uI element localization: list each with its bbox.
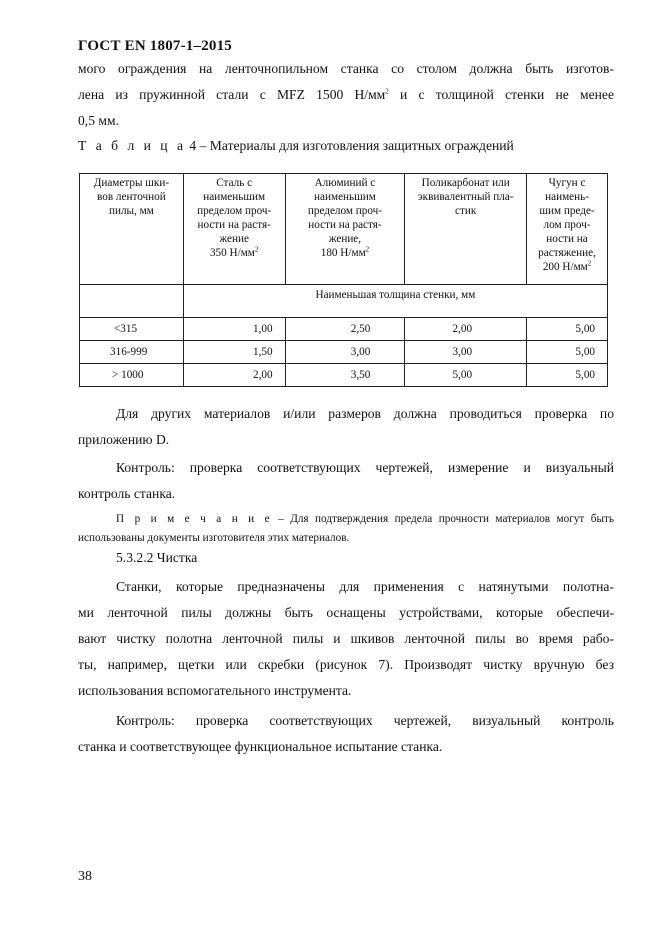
table-subheader-row	[80, 285, 608, 318]
table-row	[80, 364, 608, 387]
cell-polycarbonate: 5,00	[405, 364, 527, 387]
document-header: ГОСТ EN 1807-1–2015	[78, 38, 232, 54]
table-caption: Т а б л и ц а 4 – Материалы для изготовления защитных ограждений	[78, 138, 514, 153]
other-materials-paragraph: Для других материалов и/или размеров должна проводиться проверка по приложению D.	[78, 406, 614, 447]
cell-diameter: <315	[80, 318, 184, 341]
cell-aluminium: 2,50	[285, 318, 405, 341]
cell-diameter: > 1000	[80, 364, 184, 387]
subheader-min-thickness: Наименьшая толщина стенки, мм	[183, 285, 607, 318]
cleaning-paragraph: Станки, которые предназначены для применения с натянутыми полотна- ми ленточной пилы должны быть оснащены устройствами, которые обеспечи- вают чистку полотна ленточной пилы и шкивов ленточной пилы во время рабо- ты, например, щетки или скребки (рисунок 7). Производят чистку вручную без использования вспомогательного инструмента.	[78, 579, 614, 698]
cell-cast-iron: 5,00	[527, 364, 608, 387]
cell-diameter: 316-999	[80, 341, 184, 364]
intro-line-1: мого ограждения на ленточнопильном станка со столом должна быть изготов-	[78, 61, 614, 76]
section-heading: 5.3.2.2 Чистка	[116, 550, 198, 565]
header-polycarbonate: Поликарбонат или эквивалентный пла- стик	[405, 174, 527, 285]
header-cast-iron: Чугун с наимень- шим преде- лом проч- ности на растяжение, 200 $Н/мм^2$	[527, 174, 608, 285]
header-diameter: Диаметры шки- вов ленточной пилы, мм	[80, 174, 184, 285]
table-header-row	[80, 174, 608, 285]
cell-cast-iron: 5,00	[527, 318, 608, 341]
table-row	[80, 318, 608, 341]
table-row	[80, 341, 608, 364]
control-paragraph-2: Контроль: проверка соответствующих чертежей, визуальный контроль станка и соответствующее функциональное испытание станка.	[78, 713, 614, 754]
note-block: П р и м е ч а н и е – Для подтверждения предела прочности материалов могут быть использованы документы изготовителя этих материалов.	[78, 513, 614, 544]
intro-line-2: лена из пружинной стали с MFZ 1500 $Н/мм^2$ и с толщиной стенки не менее	[78, 87, 614, 102]
cell-polycarbonate: 2,00	[405, 318, 527, 341]
header-aluminium: Алюминий с наименьшим пределом проч- ности на растя- жение, 180 $Н/мм^2$	[285, 174, 405, 285]
intro-line-3: 0,5 мм.	[78, 113, 119, 128]
page-number: 38	[78, 869, 92, 884]
cell-steel: 1,50	[183, 341, 285, 364]
control-paragraph-1: Контроль: проверка соответствующих чертежей, измерение и визуальный контроль станка.	[78, 460, 614, 501]
cell-steel: 2,00	[183, 364, 285, 387]
intro-paragraph	[78, 56, 614, 134]
cell-steel: 1,00	[183, 318, 285, 341]
cell-aluminium: 3,50	[285, 364, 405, 387]
cell-cast-iron: 5,00	[527, 341, 608, 364]
materials-table	[79, 173, 608, 387]
cell-aluminium: 3,00	[285, 341, 405, 364]
cell-polycarbonate: 3,00	[405, 341, 527, 364]
header-steel: Сталь с наименьшим пределом проч- ности на растя- жение 350 $Н/мм^2$	[183, 174, 285, 285]
